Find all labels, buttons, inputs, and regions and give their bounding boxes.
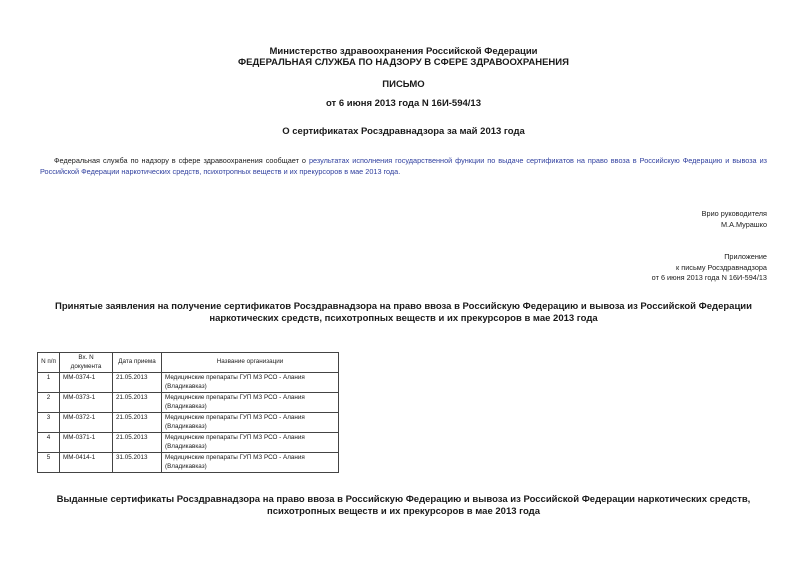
document-date: от 6 июня 2013 года N 16И-594/13 [325,98,481,109]
table-row [38,413,339,433]
table-header-row [38,353,339,373]
document-number: ММ-0373-1 [60,393,113,413]
letter-title: О сертификатах Росздравнадзора за май 2013 года [282,126,525,137]
row-number: 2 [38,393,60,413]
table-row [38,453,339,473]
header-cell: Вх. N документа [60,353,113,373]
section2-heading: Выданные сертификаты Росздравнадзора на право ввоза в Российскую Федерацию и вывоза из Российской Федерации наркотических средств, психотропных веществ и их прекурсоров в мае 2013 года [56,494,751,517]
appendix-block [652,252,767,284]
service-name: ФЕДЕРАЛЬНАЯ СЛУЖБА ПО НАДЗОРУ В СФЕРЕ ЗДРАВООХРАНЕНИЯ [238,57,569,68]
signature-position: Врио руководителя [701,209,767,218]
header-cell: N п/п [38,353,60,373]
organization-name: Медицинские препараты ГУП МЗ РСО - Алания (Владикавказ) [162,453,339,473]
ministry-name: Министерство здравоохранения Российской Федерации [269,46,538,57]
organization-name: Медицинские препараты ГУП МЗ РСО - Алания (Владикавказ) [162,393,339,413]
body-paragraph [40,155,767,177]
body-link[interactable]: результатах исполнения государственной функции по выдаче сертификатов на право ввоза в Российскую Федерацию и вывоза из Российской Федерации наркотических средств, психотропных веществ и их прекурсоров в мае 2013 года. [40,156,768,176]
receipt-date: 21.05.2013 [113,373,162,393]
body-text: Федеральная служба по надзору в сфере здравоохранения сообщает о [54,156,309,165]
receipt-date: 21.05.2013 [113,433,162,453]
header-cell: Дата приема [113,353,162,373]
appendix-reference: к письму Росздравнадзора [676,262,767,272]
appendix-date: от 6 июня 2013 года N 16И-594/13 [651,273,767,282]
row-number: 5 [38,453,60,473]
organization-name: Медицинские препараты ГУП МЗ РСО - Алания (Владикавказ) [162,433,339,453]
row-number: 1 [38,373,60,393]
receipt-date: 21.05.2013 [113,393,162,413]
organization-name: Медицинские препараты ГУП МЗ РСО - Алания (Владикавказ) [162,373,339,393]
document-type: ПИСЬМО [382,79,425,90]
signature-block [702,209,767,230]
header-cell: Название организации [162,353,339,373]
document-number: ММ-0374-1 [60,373,113,393]
table-row [38,393,339,413]
receipt-date: 21.05.2013 [113,413,162,433]
receipt-date: 31.05.2013 [113,453,162,473]
table-row [38,433,339,453]
section1-heading: Принятые заявления на получение сертификатов Росздравнадзора на право ввоза в Российскую Федерацию и вывоза из Российской Федерации наркотических средств, психотропных веществ и их прекурсоров в мае 2013 года [55,301,752,324]
organization-name: Медицинские препараты ГУП МЗ РСО - Алания (Владикавказ) [162,413,339,433]
appendix-label: Приложение [724,252,767,261]
document-number: ММ-0371-1 [60,433,113,453]
document-number: ММ-0372-1 [60,413,113,433]
document-number: ММ-0414-1 [60,453,113,473]
applications-table [37,352,339,473]
table-row [38,373,339,393]
row-number: 3 [38,413,60,433]
signature-name: М.А.Мурашко [720,219,767,229]
row-number: 4 [38,433,60,453]
